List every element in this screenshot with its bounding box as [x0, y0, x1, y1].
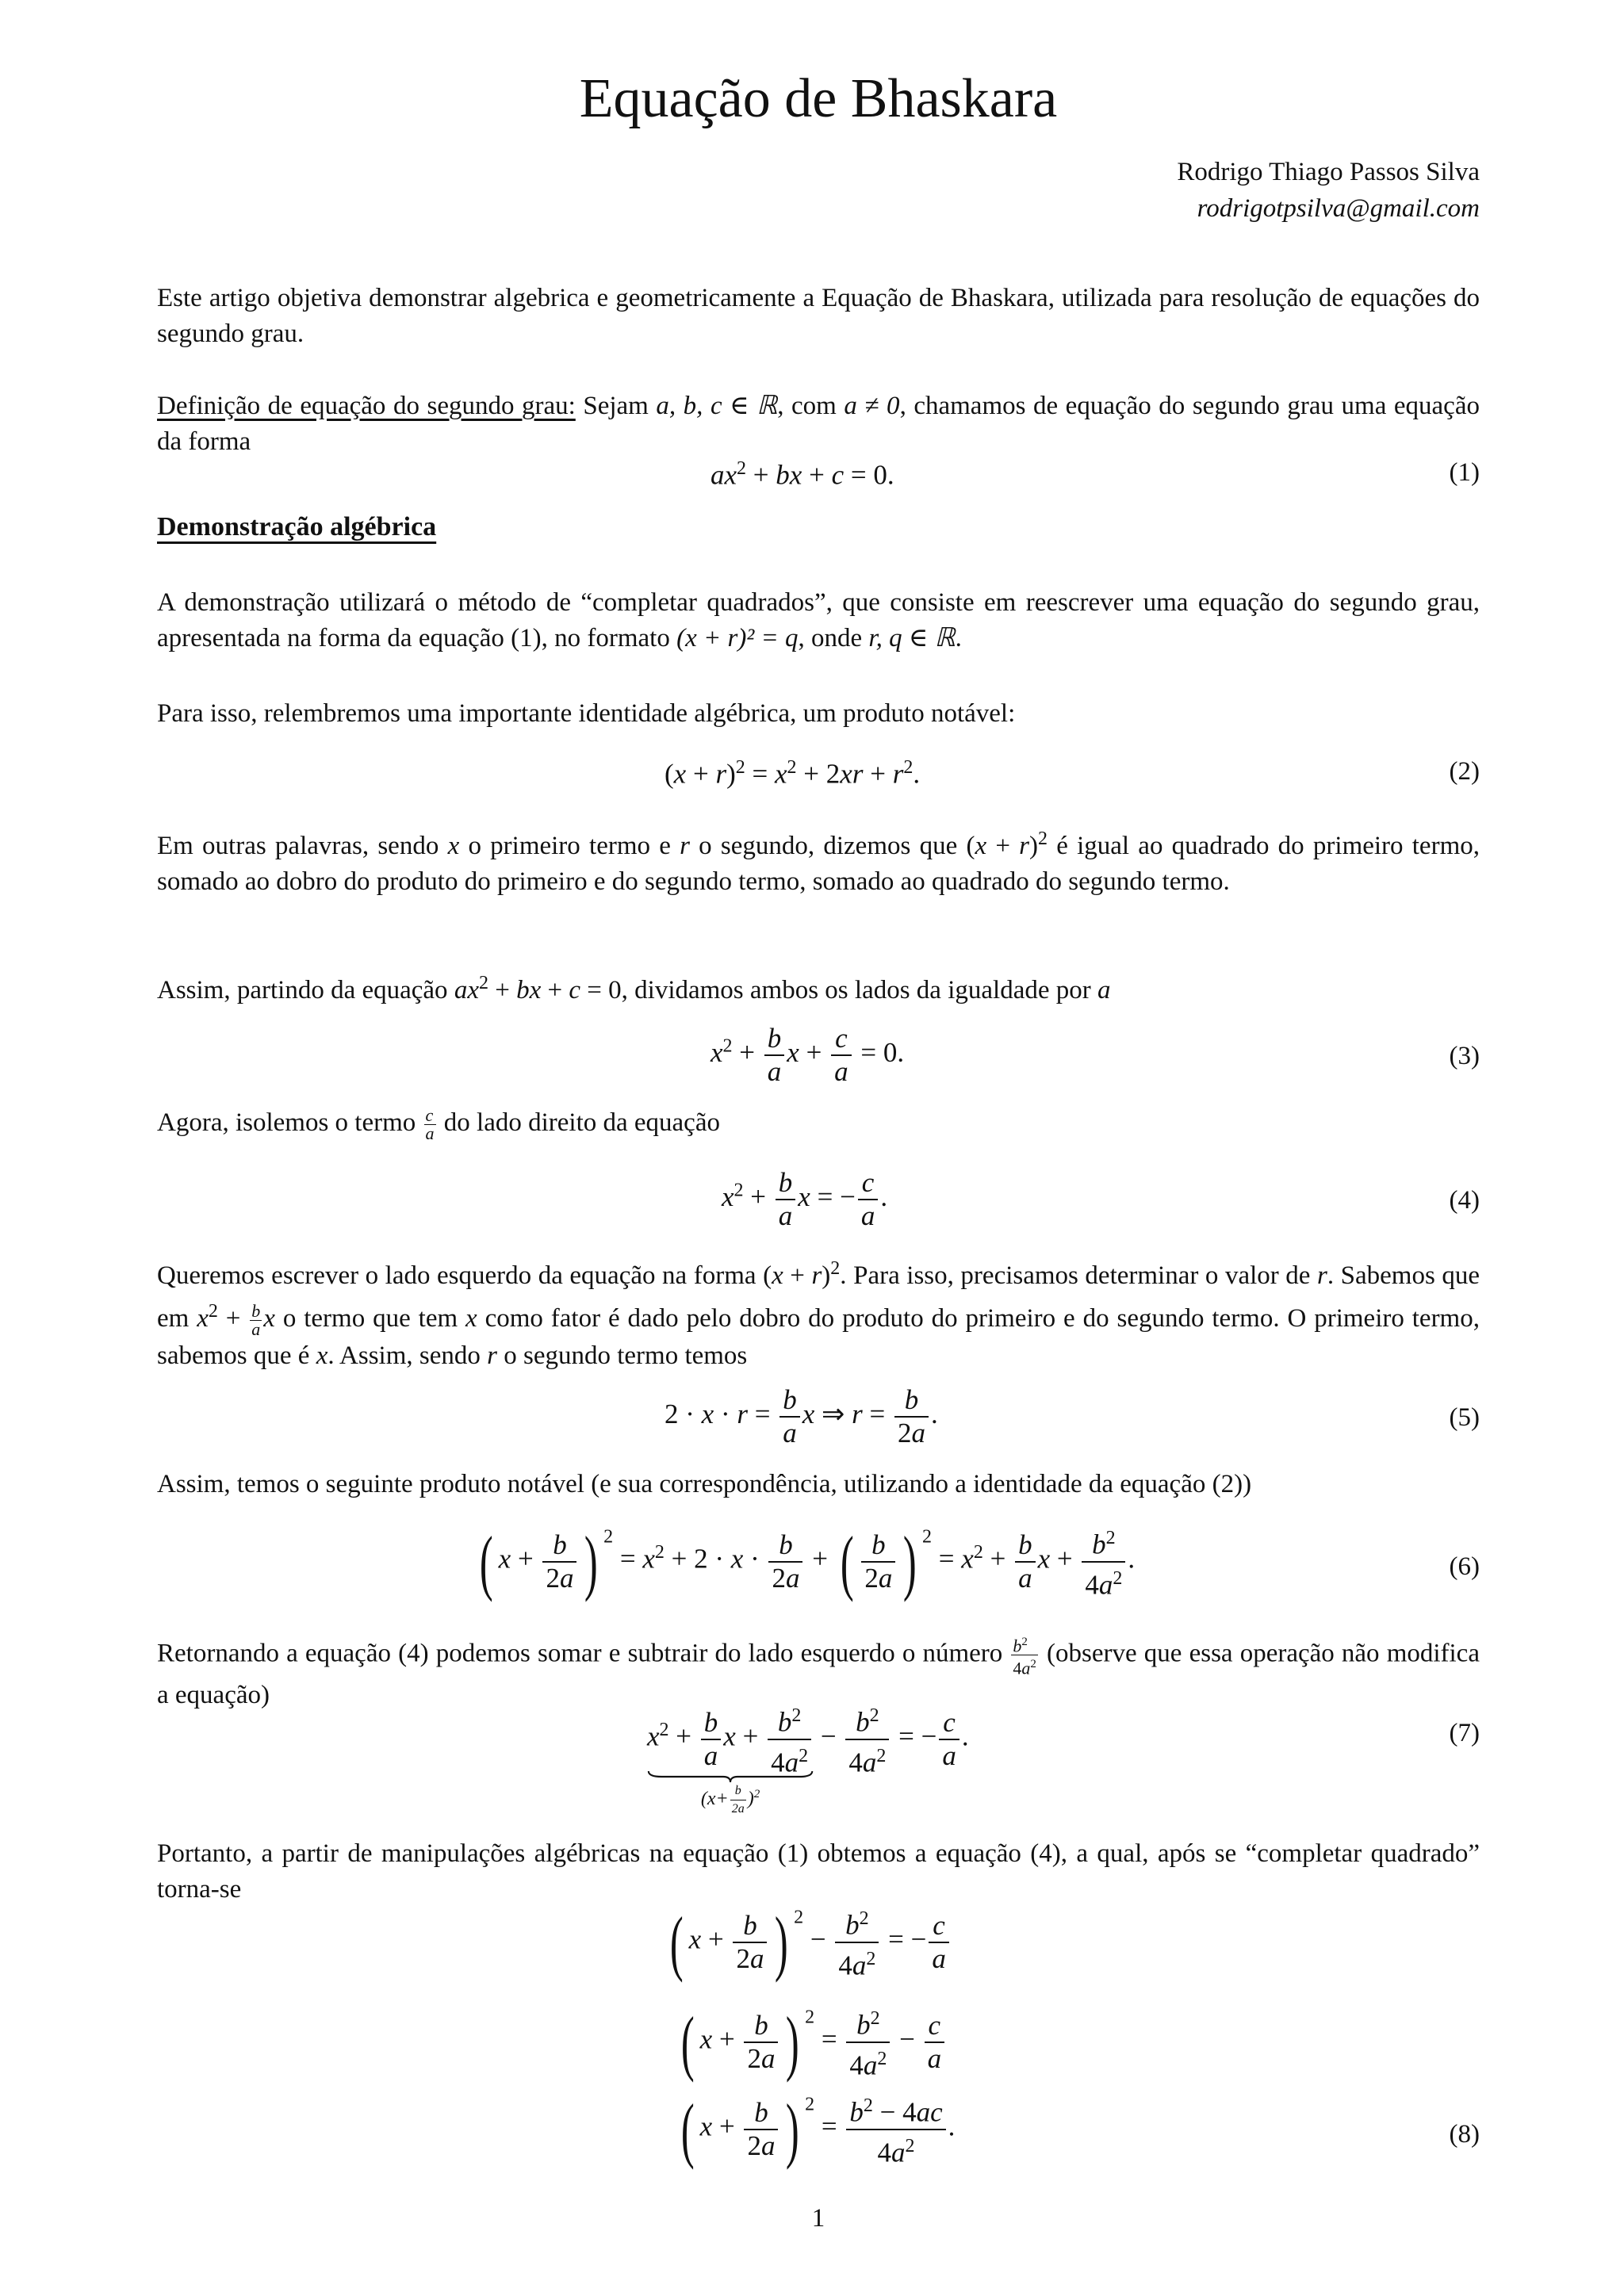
intro-paragraph: Este artigo objetiva demonstrar algebrica e geometricamente a Equação de Bhaskara, utilizada para resolução de equações do segundo grau.	[157, 284, 1480, 348]
definition-text: , com	[777, 392, 845, 420]
underbrace-group: $x^2$ + $\frac{b}{a}$ x + $\frac{b^2}{4a^2}$ (x+ $\frac{b}{2a}$ )$^2$	[647, 1700, 814, 1778]
page-title: Equação de Bhaskara	[579, 68, 1058, 129]
equation-number: (5)	[1449, 1403, 1480, 1432]
equation-number: (8)	[1449, 2120, 1480, 2149]
paragraph-text: Assim, partindo da equação	[157, 976, 454, 1004]
paragraph-notable-product: Assim, temos o seguinte produto notável (e sua correspondência, utilizando a identidade da equação (2))	[157, 1470, 1252, 1498]
definition-label: Definição de equação do segundo grau:	[157, 392, 576, 420]
paragraph-method	[157, 585, 1480, 656]
paragraph-text: Queremos escrever o lado esquerdo da equação na forma	[157, 1261, 764, 1290]
paragraph-determine-r: Queremos escrever o lado esquerdo da equação na forma $(x + r)^2$. Para isso, precisamos determinar o valor de r. Sabemos que em $x^2$ + $\frac{b}{a}$ x o termo que tem x como fator é dado pelo dobro do produto do primeiro e do segundo termo. O primeiro termo, sabemos que é x. Assim, sendo r o segundo termo temos	[157, 1258, 1480, 1370]
paragraph-text: o termo que tem	[274, 1304, 466, 1333]
inline-math: (x + r)² = q	[676, 624, 799, 652]
underbrace-label: (x+ $\frac{b}{2a}$ )$^2$	[700, 1784, 760, 1816]
equation-body: ( x + $\frac{b}{2a}$ ) $^2$ = $\frac{b^2}{4a^2}$ − $\frac{c}{a}$	[676, 2003, 947, 2081]
paragraph-text: o segundo, dizemos que	[689, 832, 967, 860]
equation-number: (7)	[1449, 1719, 1480, 1747]
equation-body: $x^2$ + $\frac{b}{a}$ x = − $\frac{c}{a}$ .	[722, 1167, 888, 1231]
definition-paragraph	[157, 388, 1480, 460]
paragraph-text: Retornando a equação (4) podemos somar e subtrair do lado esquerdo o número	[157, 1639, 1010, 1668]
paragraph-text: .	[955, 624, 962, 652]
definition-text: , chamamos de equação do segundo grau uma equação da forma	[157, 392, 1480, 456]
paragraph-add-subtract: Retornando a equação (4) podemos somar e subtrair do lado esquerdo o número $\frac{b^2}{4a^2}$ (observe que essa operação não modifica a equação)	[157, 1633, 1480, 1713]
equation-body: $x^2$ + $\frac{b}{a}$ x + $\frac{b^2}{4a^2}$ (x+ $\frac{b}{2a}$ )$^2$ − $\frac{b^2}{4a^2}$ = − $\frac{c}{a}$ .	[647, 1700, 969, 1778]
author-name: Rodrigo Thiago Passos Silva	[1177, 158, 1480, 186]
equation-number: (4)	[1449, 1186, 1480, 1215]
paragraph-isolate: Agora, isolemos o termo $\frac{c}{a}$ do lado direito da equação	[157, 1104, 720, 1143]
equation-number: (2)	[1449, 757, 1480, 786]
equation-body: $x^2$ + $\frac{b}{a}$ x + $\frac{c}{a}$ = 0.	[710, 1023, 905, 1087]
paragraph-text: . Sabemos que em	[157, 1261, 1480, 1333]
equation-body: $(x + r)^2 = x^2 + 2xr + r^2$.	[665, 757, 921, 790]
definition-vars: a, b, c ∈ ℝ	[656, 392, 778, 420]
paragraph-text: , dividamos ambos os lados da igualdade por	[621, 976, 1097, 1004]
paragraph-text: o segundo termo temos	[496, 1341, 748, 1370]
paragraph-divide: Assim, partindo da equação $ax^2$ + bx + c = 0, dividamos ambos os lados da igualdade por a	[157, 973, 1111, 1004]
paragraph-explanation: Em outras palavras, sendo x o primeiro termo e r o segundo, dizemos que $(x + r)^2$ é igual ao quadrado do primeiro termo, somado ao dobro do produto do primeiro e do segundo termo, somado ao quadrado do segundo termo.	[157, 828, 1480, 896]
paragraph-text: . Para isso, precisamos determinar o valor de	[840, 1261, 1317, 1290]
definition-condition: a ≠ 0	[844, 392, 900, 420]
paragraph-text: como fator é dado pelo dobro do produto do primeiro e do segundo termo. O primeiro termo, sabemos que é	[157, 1304, 1480, 1370]
equation-number: (3)	[1449, 1042, 1480, 1070]
paragraph-text: Em outras palavras, sendo	[157, 832, 448, 860]
equation-body: ( x + $\frac{b}{2a}$ ) $^2 = x^2 + 2 \cdot x$ · $\frac{b}{2a}$ + ( $\frac{b}{2a}$ ) $^2 = x^2$ + $\frac{b}{a}$ x + $\frac{b^2}{4a^2}$ .	[479, 1521, 1136, 1602]
equation-number: (1)	[1449, 458, 1480, 487]
author-block	[1177, 154, 1480, 227]
page-number: 1	[811, 2204, 825, 2233]
paragraph-text: Agora, isolemos o termo	[157, 1108, 423, 1137]
author-email: rodrigotpsilva@gmail.com	[1197, 194, 1480, 223]
paragraph-text: do lado direito da equação	[437, 1108, 720, 1137]
paragraph-text: , onde	[798, 624, 869, 652]
section-heading: Demonstração algébrica	[157, 512, 437, 541]
equation-body: 2 · x · r = $\frac{b}{a}$ x ⇒ r = $\frac{b}{2a}$ .	[665, 1384, 938, 1448]
paragraph-text: é igual ao quadrado do primeiro termo, somado ao dobro do produto do primeiro e do segundo termo, somado ao quadrado do segundo termo.	[157, 832, 1480, 896]
paragraph-text: A demonstração utilizará o método de “completar quadrados”, que consiste em reescrever uma equação do segundo grau, apresentada na forma da equação (1), no formato	[157, 588, 1480, 652]
equation-body: $ax^2$ + bx + c = 0.	[710, 458, 894, 491]
paragraph-conclusion: Portanto, a partir de manipulações algébricas na equação (1) obtemos a equação (4), a qual, após se “completar quadrado” torna-se	[157, 1839, 1480, 1904]
definition-text: Sejam	[575, 392, 657, 420]
paragraph-text: (observe que essa operação não modifica a equação)	[157, 1639, 1480, 1709]
equation-body: ( x + $\frac{b}{2a}$ ) $^2$ = $\frac{b^2 - 4ac}{4a^2}$ .	[680, 2088, 956, 2170]
paragraph-text: o primeiro termo e	[459, 832, 680, 860]
paragraph-text: . Assim, sendo	[327, 1341, 488, 1370]
equation-number: (6)	[1449, 1552, 1480, 1581]
inline-math: r, q ∈ ℝ	[868, 624, 956, 652]
equation-body: ( x + $\frac{b}{2a}$ ) $^2$ − $\frac{b^2}{4a^2}$ = − $\frac{c}{a}$	[665, 1903, 952, 1981]
paragraph-identity-intro: Para isso, relembremos uma importante identidade algébrica, um produto notável:	[157, 699, 1016, 728]
